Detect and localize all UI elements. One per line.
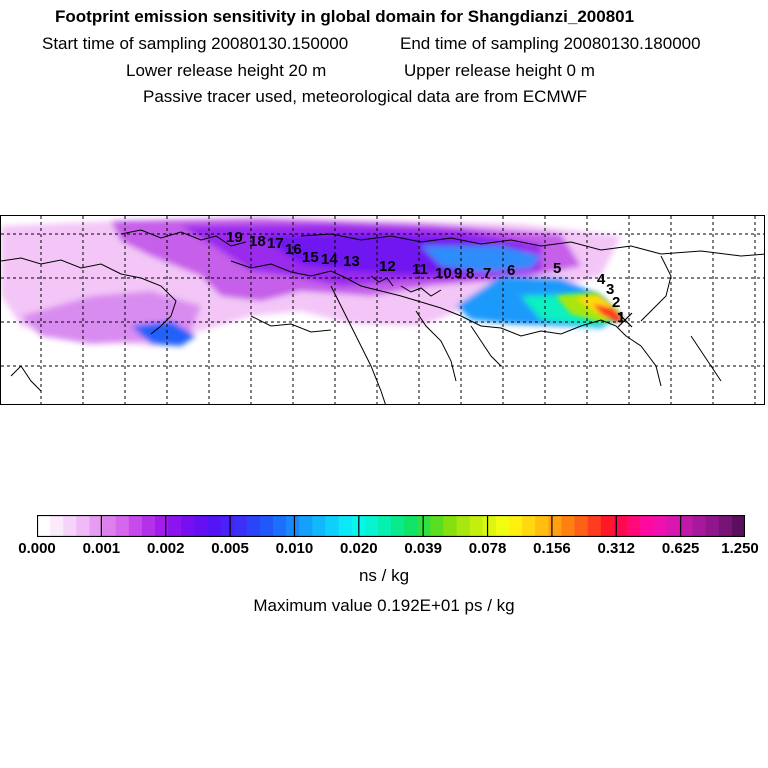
colorbar-tick-label: 0.001 — [82, 540, 121, 557]
sensitivity-field — [1, 218, 621, 346]
colorbar-swatch — [430, 515, 444, 537]
release-label-4: 4 — [597, 271, 606, 288]
colorbar-tick-label: 0.020 — [340, 540, 378, 557]
colorbar-tick-label: 0.156 — [533, 540, 571, 557]
colorbar-swatch — [76, 515, 90, 537]
colorbar-swatch — [155, 515, 169, 537]
colorbar-tick-label: 0.312 — [597, 540, 636, 557]
lower-release-height-label: Lower release height 20 m — [126, 61, 327, 80]
release-label-19: 19 — [226, 229, 243, 246]
colorbar-tick-label: 0.005 — [211, 540, 249, 557]
release-label-2: 2 — [612, 294, 621, 311]
plot-title: Footprint emission sensitivity in global domain for Shangdianzi_200801 — [55, 7, 635, 26]
colorbar-swatch — [103, 515, 117, 537]
colorbar-swatch — [561, 515, 575, 537]
colorbar-swatch — [247, 515, 261, 537]
colorbar-swatch — [260, 515, 274, 537]
colorbar-swatch — [142, 515, 156, 537]
tracer-info-label: Passive tracer used, meteorological data are from ECMWF — [143, 87, 588, 106]
colorbar-swatch — [207, 515, 221, 537]
colorbar-swatch — [575, 515, 589, 537]
colorbar-tick-label: 0.000 — [18, 540, 56, 557]
unit-label: ns / kg — [358, 566, 410, 585]
release-label-1: 1 — [617, 309, 626, 326]
colorbar-swatch — [706, 515, 720, 537]
release-label-12: 12 — [379, 258, 396, 275]
colorbar-swatch — [483, 515, 497, 537]
colorbar-swatch — [116, 515, 130, 537]
colorbar-swatch — [679, 515, 693, 537]
colorbar-swatch — [63, 515, 77, 537]
colorbar-tick-label: 0.625 — [661, 540, 700, 557]
colorbar-swatch — [719, 515, 733, 537]
upper-release-height-label: Upper release height 0 m — [404, 61, 595, 80]
map-canvas — [1, 216, 765, 405]
colorbar-swatch — [522, 515, 536, 537]
colorbar-swatch — [273, 515, 287, 537]
colorbar-swatch — [535, 515, 549, 537]
colorbar-swatch — [312, 515, 326, 537]
colorbar-tick-label: 0.002 — [146, 540, 185, 557]
release-label-6: 6 — [507, 262, 516, 279]
release-label-8: 8 — [466, 265, 475, 282]
release-label-15: 15 — [302, 249, 319, 266]
colorbar-swatch — [417, 515, 431, 537]
release-label-9: 9 — [454, 265, 463, 282]
colorbar-tick-label: 1.250 — [721, 540, 759, 557]
release-label-11: 11 — [412, 261, 428, 278]
colorbar-swatch — [50, 515, 64, 537]
colorbar-tick-label: 0.078 — [468, 540, 507, 557]
release-label-16: 16 — [285, 241, 302, 258]
colorbar-swatch — [325, 515, 339, 537]
colorbar-swatch — [653, 515, 667, 537]
colorbar-swatch — [391, 515, 405, 537]
colorbar-swatch — [404, 515, 418, 537]
colorbar-swatch — [496, 515, 510, 537]
release-label-5: 5 — [553, 260, 562, 277]
colorbar-swatch — [640, 515, 654, 537]
colorbar-swatch — [732, 515, 745, 537]
colorbar-swatch — [286, 515, 300, 537]
release-label-3: 3 — [606, 281, 615, 298]
colorbar-swatch — [548, 515, 562, 537]
colorbar-tick-label: 0.010 — [275, 540, 314, 557]
colorbar-swatch — [168, 515, 182, 537]
colorbar-swatch — [194, 515, 208, 537]
release-label-10: 10 — [435, 265, 452, 282]
colorbar-swatch — [37, 515, 51, 537]
release-label-14: 14 — [321, 251, 338, 268]
start-time-label: Start time of sampling 20080130.150000 — [42, 34, 349, 53]
colorbar-tick-label: 0.039 — [404, 540, 442, 557]
colorbar-swatch — [339, 515, 353, 537]
colorbar-swatch — [365, 515, 379, 537]
colorbar-swatch — [666, 515, 680, 537]
release-label-7: 7 — [483, 265, 492, 282]
footprint-map — [0, 215, 765, 405]
colorbar-swatch — [129, 515, 143, 537]
release-label-17: 17 — [267, 235, 284, 252]
colorbar-swatch — [457, 515, 471, 537]
colorbar-swatch — [378, 515, 392, 537]
colorbar-swatch — [443, 515, 457, 537]
colorbar-swatch — [509, 515, 523, 537]
release-label-18: 18 — [249, 233, 266, 250]
colorbar-swatch — [601, 515, 615, 537]
colorbar-swatch — [181, 515, 195, 537]
colorbar-swatch — [299, 515, 313, 537]
end-time-label: End time of sampling 20080130.180000 — [400, 34, 701, 53]
maximum-value-label: Maximum value 0.192E+01 ps / kg — [253, 596, 515, 615]
colorbar-swatch — [234, 515, 248, 537]
colorbar-swatch — [693, 515, 707, 537]
colorbar-swatch — [588, 515, 602, 537]
release-label-13: 13 — [343, 253, 360, 270]
colorbar-swatch — [627, 515, 641, 537]
colorbar-swatch — [470, 515, 484, 537]
colorbar-swatch — [221, 515, 235, 537]
colorbar — [37, 515, 745, 537]
